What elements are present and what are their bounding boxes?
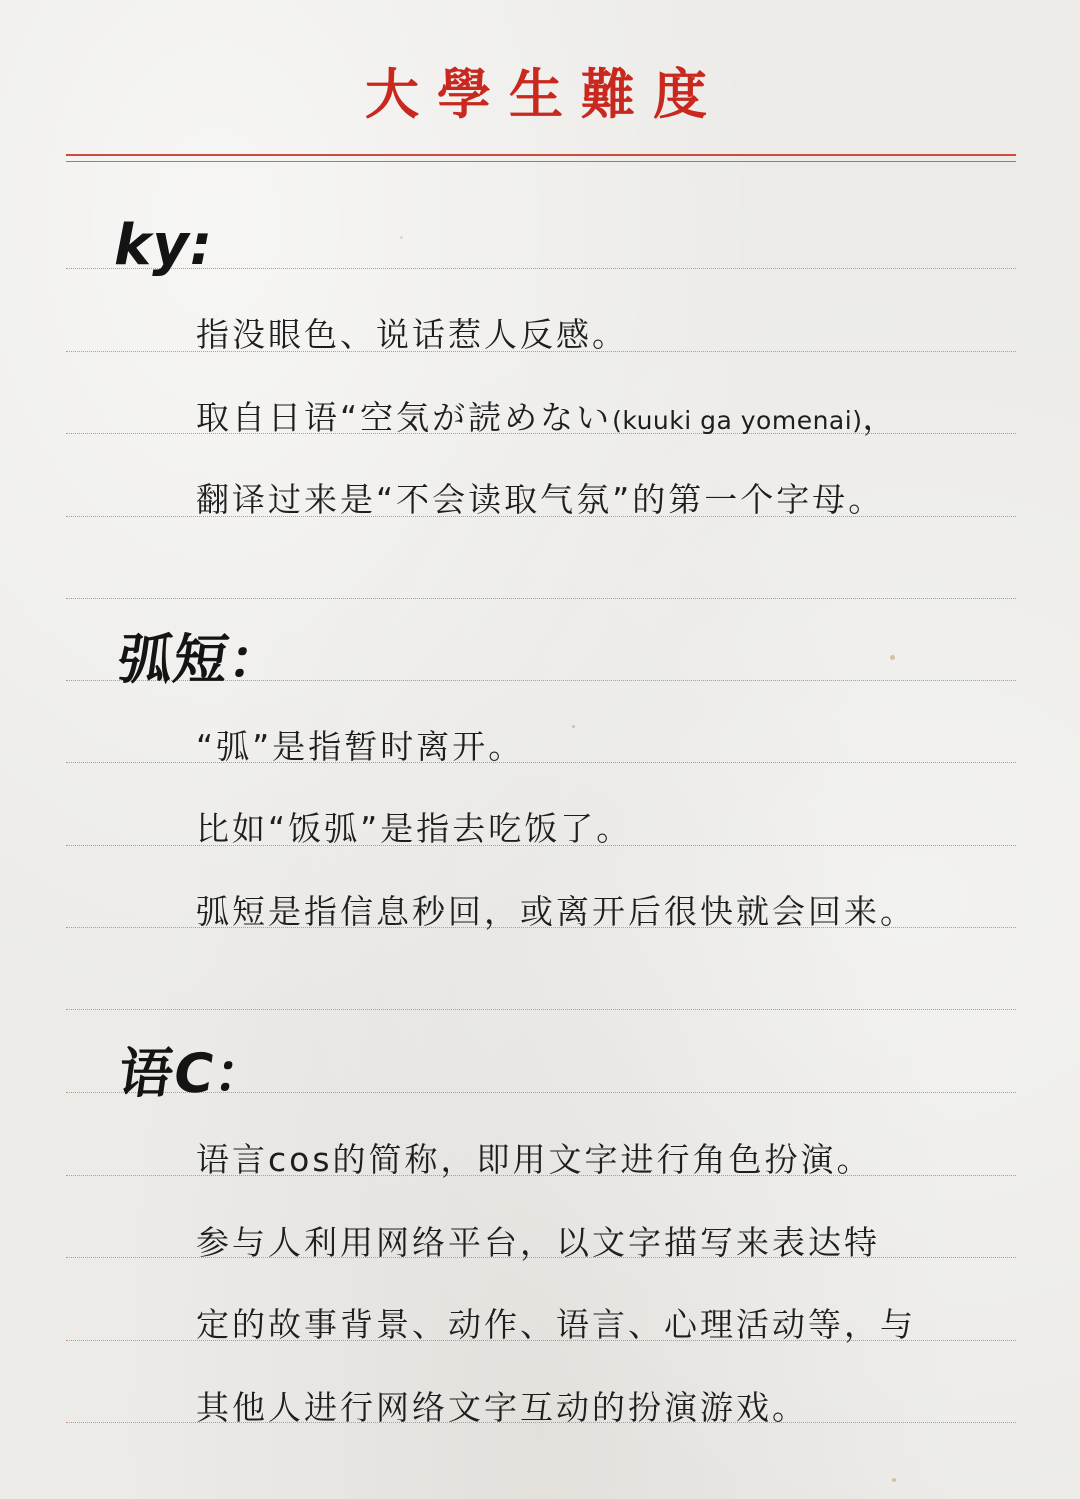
paper-speck — [892, 1478, 896, 1482]
definition-punctuation: ， — [862, 398, 899, 437]
paper-speck — [890, 655, 895, 660]
definition-line: 定的故事背景、动作、语言、心理活动等，与 — [196, 1305, 916, 1344]
definition-line: 其他人进行网络文字互动的扮演游戏。 — [196, 1388, 808, 1427]
title-divider-bottom — [66, 161, 1016, 162]
definition-line — [196, 396, 898, 443]
definition-line: 弧短是指信息秒回，或离开后很快就会回来。 — [196, 892, 916, 931]
ruled-line — [66, 1009, 1016, 1010]
paper-speck — [572, 725, 575, 728]
section-heading-yuc: 语C： — [114, 1042, 274, 1105]
page-title: 大學生難度 — [365, 62, 725, 126]
definition-line: 参与人利用网络平台，以文字描写来表达特 — [196, 1223, 880, 1262]
paper-speck — [400, 236, 403, 239]
title-divider-top — [66, 154, 1016, 156]
ruled-line — [66, 598, 1016, 599]
definition-line: 翻译过来是“不会读取气氛”的第一个字母。 — [196, 480, 885, 519]
section-heading-ky: ky: — [114, 213, 214, 278]
definition-line: 比如“饭弧”是指去吃饭了。 — [196, 809, 633, 848]
definition-line: “弧”是指暂时离开。 — [196, 727, 525, 766]
section-heading-huduan: 弧短： — [114, 628, 289, 691]
definition-text: 取自日语“空気が読めない — [196, 398, 613, 437]
romaji-reading: (kuuki ga yomenai) — [612, 406, 863, 435]
definition-line: 语言cos的简称，即用文字进行角色扮演。 — [196, 1140, 873, 1179]
definition-line: 指没眼色、说话惹人反感。 — [196, 315, 628, 354]
